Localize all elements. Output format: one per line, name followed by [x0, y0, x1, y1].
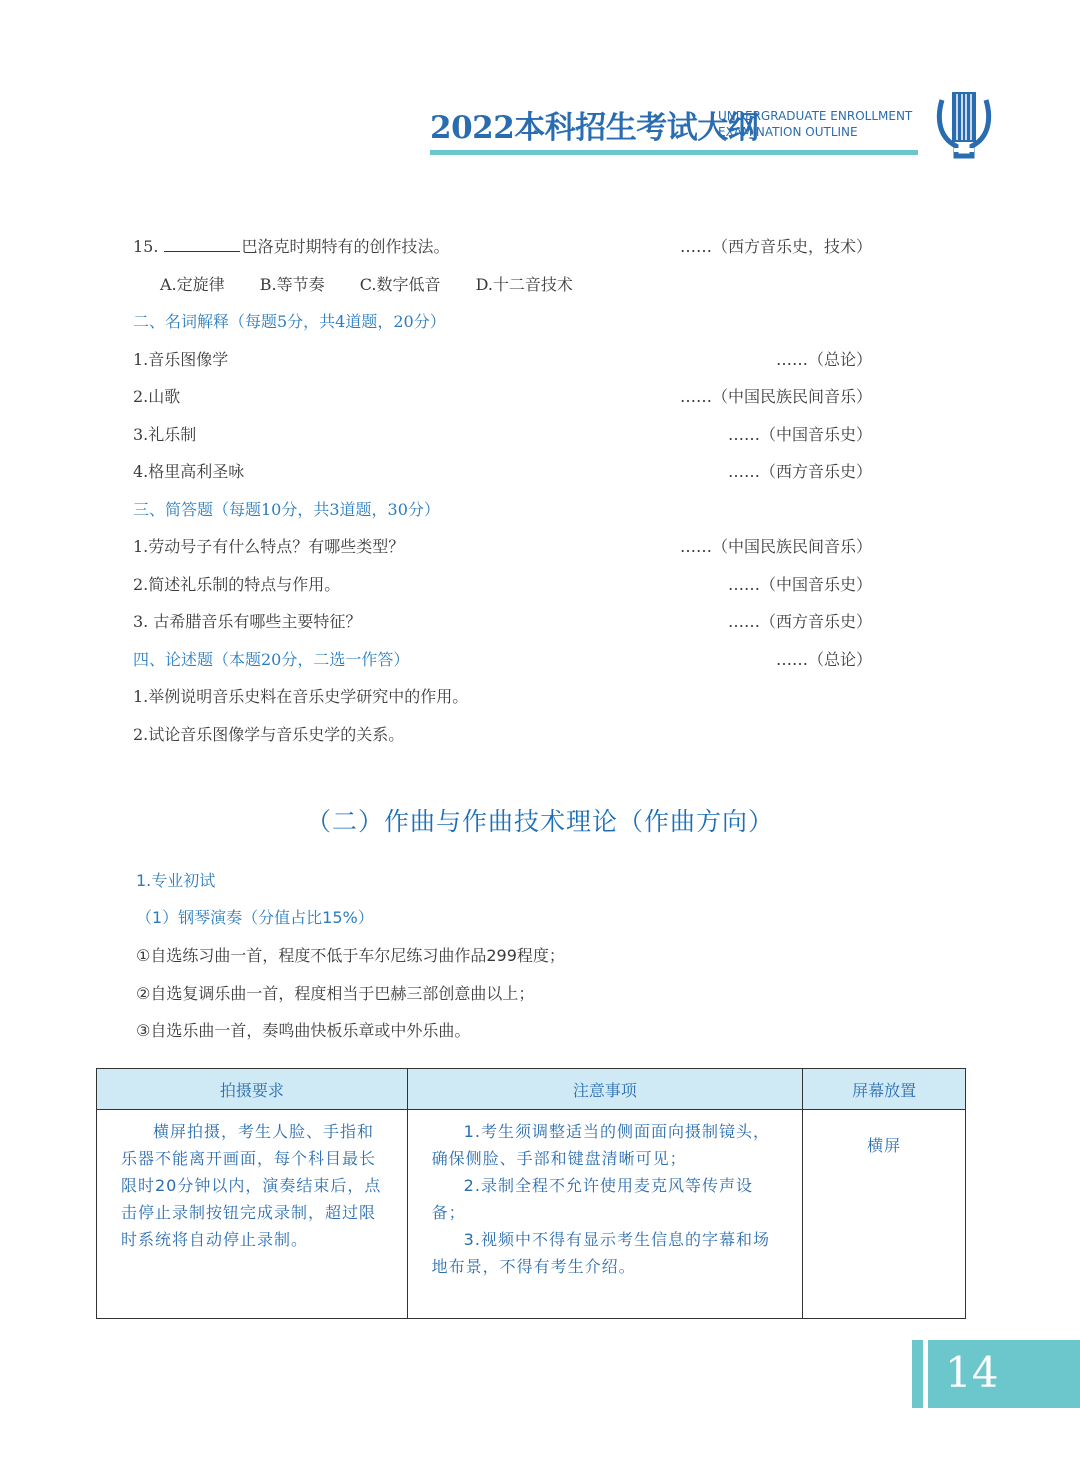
shooting-requirements-text: 横屏拍摄，考生人脸、手指和乐器不能离开画面，每个科目最长限时20分钟以内，演奏结束后，点击停止录制按钮完成录制，超过限时系统将自动停止录制。 — [121, 1122, 382, 1249]
essay-item: 2.试论音乐图像学与音乐史学的关系。 — [133, 725, 405, 744]
note-item: 2.录制全程不允许使用麦克风等传声设备； — [431, 1176, 753, 1222]
option-a: A.定旋律 — [160, 275, 225, 294]
header-shooting-requirements: 拍摄要求 — [97, 1069, 408, 1110]
shooting-requirements-cell — [97, 1110, 408, 1319]
term-source: ……（中国音乐史） — [727, 425, 872, 444]
piano-requirement: ③自选乐曲一首，奏鸣曲快板乐章或中外乐曲。 — [136, 1021, 471, 1040]
page-number: 14 — [945, 1348, 999, 1397]
composition-section-title: （二）作曲与作曲技术理论（作曲方向） — [305, 807, 774, 836]
piano-requirement: ①自选练习曲一首，程度不低于车尔尼练习曲作品299程度； — [136, 946, 565, 965]
essay-item: 1.举例说明音乐史料在音乐史学研究中的作用。 — [133, 687, 469, 706]
answer-blank — [164, 237, 240, 252]
piano-performance-heading: （1）钢琴演奏（分值占比15%） — [136, 908, 374, 927]
note-item: 1.考生须调整适当的侧面面向摄制镜头，确保侧脸、手部和键盘清晰可见； — [431, 1122, 770, 1168]
question-text: 巴洛克时期特有的创作技法。 — [241, 237, 450, 256]
short-answer-item: 1.劳动号子有什么特点？有哪些类型？ — [133, 537, 405, 556]
term-source: ……（西方音乐史） — [727, 462, 872, 481]
note-item: 3.视频中不得有显示考生信息的字幕和场地布景，不得有考生介绍。 — [431, 1230, 770, 1276]
short-answer-source: ……（中国音乐史） — [727, 575, 872, 594]
short-answer-item: 2.简述礼乐制的特点与作用。 — [133, 575, 341, 594]
header-screen-orientation: 屏幕放置 — [803, 1069, 966, 1110]
outline-subtitle-en — [718, 108, 912, 140]
table-header-row — [97, 1069, 966, 1110]
section-4-source: ……（总论） — [775, 650, 872, 669]
term-item: 4.格里高利圣咏 — [133, 462, 245, 481]
header-divider — [430, 150, 918, 155]
option-c: C.数字低音 — [359, 275, 441, 294]
term-source: ……（总论） — [775, 350, 872, 369]
notes-cell — [407, 1110, 803, 1319]
question-15-source: ……（西方音乐史，技术） — [679, 237, 872, 256]
header-notes: 注意事项 — [407, 1069, 803, 1110]
section-2-heading: 二、名词解释（每题5分，共4道题，20分） — [133, 312, 446, 331]
option-b: B.等节奏 — [259, 275, 325, 294]
preliminary-exam-heading: 1.专业初试 — [136, 871, 216, 890]
screen-orientation-cell: 横屏 — [803, 1110, 966, 1319]
subtitle-line-2: EXAMINATION OUTLINE — [718, 125, 858, 139]
term-item: 2.山歌 — [133, 387, 181, 406]
lyre-icon — [934, 90, 994, 160]
table-row — [97, 1110, 966, 1319]
term-item: 3.礼乐制 — [133, 425, 197, 444]
short-answer-source: ……（西方音乐史） — [727, 612, 872, 631]
section-4-heading: 四、论述题（本题20分，二选一作答） — [133, 650, 410, 669]
page-number-accent — [912, 1340, 923, 1408]
outline-title: 2022本科招生考试大纲 — [430, 110, 759, 146]
section-3-heading: 三、简答题（每题10分，共3道题，30分） — [133, 500, 440, 519]
subtitle-line-1: UNDERGRADUATE ENROLLMENT — [718, 109, 913, 123]
question-15 — [133, 237, 450, 257]
term-item: 1.音乐图像学 — [133, 350, 229, 369]
question-15-options — [160, 275, 603, 295]
recording-requirements-table — [96, 1068, 966, 1319]
piano-requirement: ②自选复调乐曲一首，程度相当于巴赫三部创意曲以上； — [136, 984, 535, 1003]
short-answer-source: ……（中国民族民间音乐） — [679, 537, 872, 556]
short-answer-item: 3. 古希腊音乐有哪些主要特征？ — [133, 612, 362, 631]
term-source: ……（中国民族民间音乐） — [679, 387, 872, 406]
question-number: 15. — [133, 237, 159, 256]
option-d: D.十二音技术 — [475, 275, 573, 294]
